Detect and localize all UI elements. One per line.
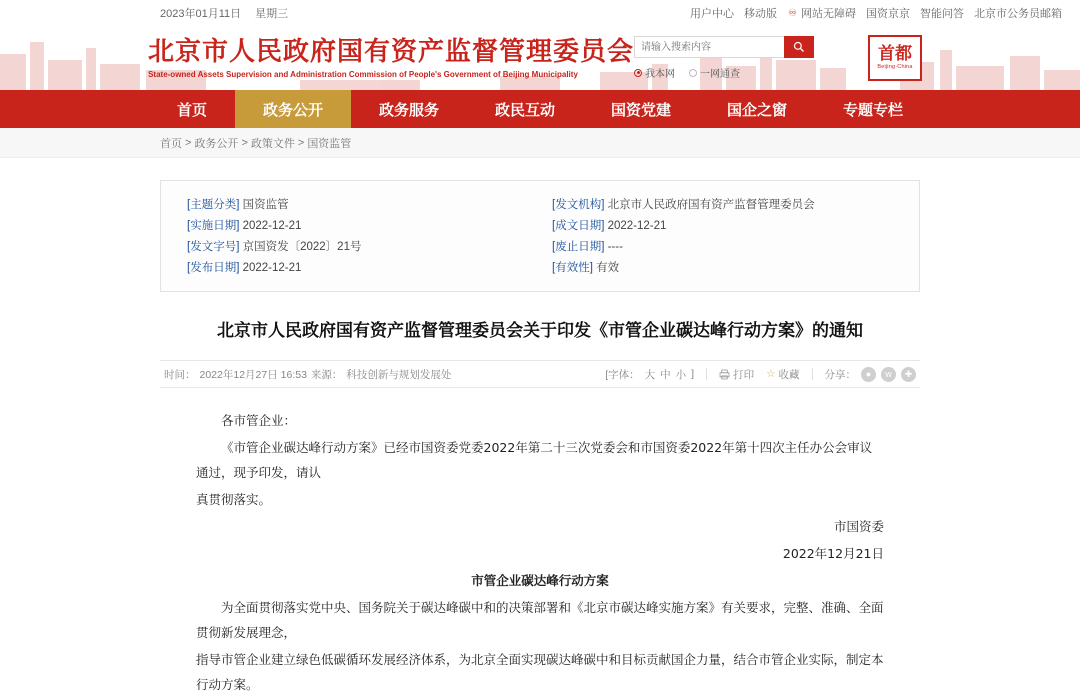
font-size-close: ] <box>691 368 695 380</box>
article-actions <box>605 367 916 382</box>
meta-value-completion-date: 2022-12-21 <box>607 220 667 232</box>
favorite-button[interactable] <box>766 367 799 382</box>
meta-value-effective-date: 2022-12-21 <box>242 220 302 232</box>
link-guozi-jingjing[interactable]: 国资京京 <box>866 8 910 20</box>
search-scope-option-1[interactable] <box>634 65 675 80</box>
meta-key-effective-date: [实施日期] <box>187 220 240 232</box>
meta-row-validity <box>552 258 893 279</box>
article-paragraph-0: 各市管企业： <box>221 413 297 428</box>
link-civil-servant-mail[interactable]: 北京市公务员邮箱 <box>974 8 1062 20</box>
beijing-logo[interactable] <box>868 35 922 81</box>
meta-key-abolition-date: [废止日期] <box>552 241 605 253</box>
site-title-block <box>148 37 635 79</box>
site-header <box>0 26 1080 90</box>
site-title-en: State-owned Assets Supervision and Administration Commission of People's Government of Beijing Municipality <box>148 70 578 79</box>
current-date: 2023年01月11日 <box>160 8 242 20</box>
document-meta-left <box>187 195 528 279</box>
document-meta-box <box>160 180 920 292</box>
article-time-value: 2022年12月27日 16:53 <box>199 368 307 381</box>
article-signature-date: 2022年12月21日 <box>782 546 884 561</box>
nav-item-party-building[interactable]: 国资党建 <box>611 101 672 119</box>
date-block <box>160 5 288 21</box>
search-scope-options <box>634 65 814 80</box>
nav-item-home[interactable]: 首页 <box>176 101 207 119</box>
search-scope-option-2[interactable] <box>689 65 740 80</box>
utility-bar <box>0 0 1080 26</box>
article-paragraph-7: 指导市管企业建立绿色低碳循环发展经济体系，为北京全面实现碳达峰碳中和目标贡献国企力量，结合市管企业实际，制定本行动方案。 <box>196 652 884 692</box>
search-scope-label-2: 一网通查 <box>700 69 740 80</box>
nav-item-enterprise-window[interactable]: 国企之窗 <box>727 101 788 119</box>
meta-row-abolition-date <box>552 237 893 258</box>
favorite-label: 收藏 <box>778 368 800 381</box>
article-source-value: 科技创新与规划发展处 <box>346 368 452 381</box>
meta-row-subject <box>187 195 528 216</box>
meta-key-completion-date: [成文日期] <box>552 220 605 232</box>
breadcrumb-sep-1: > <box>241 136 248 149</box>
page-title: 北京市人民政府国有资产监督管理委员会关于印发《市管企业碳达峰行动方案》的通知 <box>217 321 863 341</box>
breadcrumb-item-0[interactable]: 首页 <box>160 137 182 150</box>
print-button[interactable] <box>719 367 754 382</box>
article-time-label: 时间： <box>164 368 196 381</box>
breadcrumb-sep-0: > <box>185 136 192 149</box>
weibo-icon[interactable]: w <box>881 367 896 382</box>
font-size-small[interactable]: 小 <box>675 368 687 381</box>
meta-key-subject: [主题分类] <box>187 199 240 211</box>
toolbar-divider <box>706 368 707 380</box>
meta-row-effective-date <box>187 216 528 237</box>
breadcrumb-item-1[interactable]: 政务公开 <box>194 137 239 150</box>
search-block <box>634 36 814 80</box>
article-source-info <box>164 367 451 382</box>
content-area <box>0 180 1080 697</box>
print-label: 打印 <box>733 368 755 381</box>
search-icon <box>793 41 805 53</box>
printer-icon <box>719 369 730 380</box>
meta-row-publish-date <box>187 258 528 279</box>
search-scope-label-1: 我本网 <box>645 69 675 80</box>
breadcrumb-item-3[interactable]: 国资监管 <box>307 137 352 150</box>
link-user-center[interactable]: 用户中心 <box>690 8 734 20</box>
radio-unselected-icon <box>689 69 697 77</box>
link-accessibility[interactable] <box>787 5 856 21</box>
meta-value-abolition-date: ---- <box>607 241 623 253</box>
link-mobile[interactable]: 移动版 <box>744 8 777 20</box>
meta-key-issuing-agency: [发文机构] <box>552 199 605 211</box>
article-toolbar <box>160 360 920 388</box>
current-weekday: 星期三 <box>255 8 289 20</box>
nav-item-public-interaction[interactable]: 政民互动 <box>494 101 555 119</box>
font-size-medium[interactable]: 中 <box>660 368 671 381</box>
meta-value-publish-date: 2022-12-21 <box>242 262 302 274</box>
share-group <box>825 367 917 382</box>
site-title-cn: 北京市人民政府国有资产监督管理委员会 <box>148 37 635 67</box>
meta-key-publish-date: [发布日期] <box>187 262 240 274</box>
star-icon: ☆ <box>766 368 776 380</box>
article-paragraph-6: 为全面贯彻落实党中央、国务院关于碳达峰碳中和的决策部署和《北京市碳达峰实施方案》有关要求，完整、准确、全面贯彻新发展理念， <box>196 600 884 640</box>
more-icon[interactable]: ✚ <box>901 367 916 382</box>
meta-value-doc-number: 京国资发〔2022〕21号 <box>242 241 362 253</box>
share-label: 分享： <box>824 368 856 381</box>
font-size-large[interactable]: 大 <box>644 368 656 381</box>
meta-key-doc-number: [发文字号] <box>187 241 240 253</box>
link-smart-qa[interactable]: 智能问答 <box>920 8 964 20</box>
meta-value-subject: 国资监管 <box>242 199 289 211</box>
article-body <box>160 408 920 697</box>
link-accessibility-label: 网站无障碍 <box>801 8 856 20</box>
nav-item-special-columns[interactable]: 专题专栏 <box>843 101 904 119</box>
meta-row-completion-date <box>552 216 893 237</box>
breadcrumb-item-2[interactable]: 政策文件 <box>250 137 295 150</box>
meta-row-doc-number <box>187 237 528 258</box>
meta-value-issuing-agency: 北京市人民政府国有资产监督管理委员会 <box>607 199 815 211</box>
breadcrumb-sep-2: > <box>297 136 305 149</box>
nav-item-government-disclosure[interactable]: 政务公开 <box>235 90 351 128</box>
radio-selected-icon <box>634 69 642 77</box>
main-nav <box>0 90 1080 128</box>
logo-glyph: 首都 <box>878 43 912 64</box>
font-size-label: [字体： <box>605 368 640 381</box>
search-input[interactable] <box>634 36 784 58</box>
article-section-title: 市管企业碳达峰行动方案 <box>471 573 609 588</box>
accessibility-icon: ♾ <box>788 7 797 19</box>
utility-links <box>690 5 1062 21</box>
document-meta-right <box>528 195 893 279</box>
nav-item-government-services[interactable]: 政务服务 <box>378 101 439 119</box>
font-size-control <box>605 367 694 382</box>
meta-key-validity: [有效性] <box>552 262 593 274</box>
article-source-label: 来源： <box>310 368 343 381</box>
article-signature-org: 市国资委 <box>833 519 884 534</box>
meta-value-validity: 有效 <box>596 262 620 274</box>
meta-row-issuing-agency <box>552 195 893 216</box>
wechat-icon[interactable]: ● <box>861 367 876 382</box>
logo-en: Beijing·China <box>877 63 913 70</box>
article-paragraph-2: 真贯彻落实。 <box>196 492 272 507</box>
search-button[interactable] <box>784 36 814 58</box>
breadcrumb <box>0 128 1080 158</box>
article-paragraph-1: 《市管企业碳达峰行动方案》已经市国资委党委2022年第二十三次党委会和市国资委2022年第十四次主任办公会审议通过，现予印发，请认 <box>196 440 873 480</box>
toolbar-divider-2 <box>812 368 813 380</box>
